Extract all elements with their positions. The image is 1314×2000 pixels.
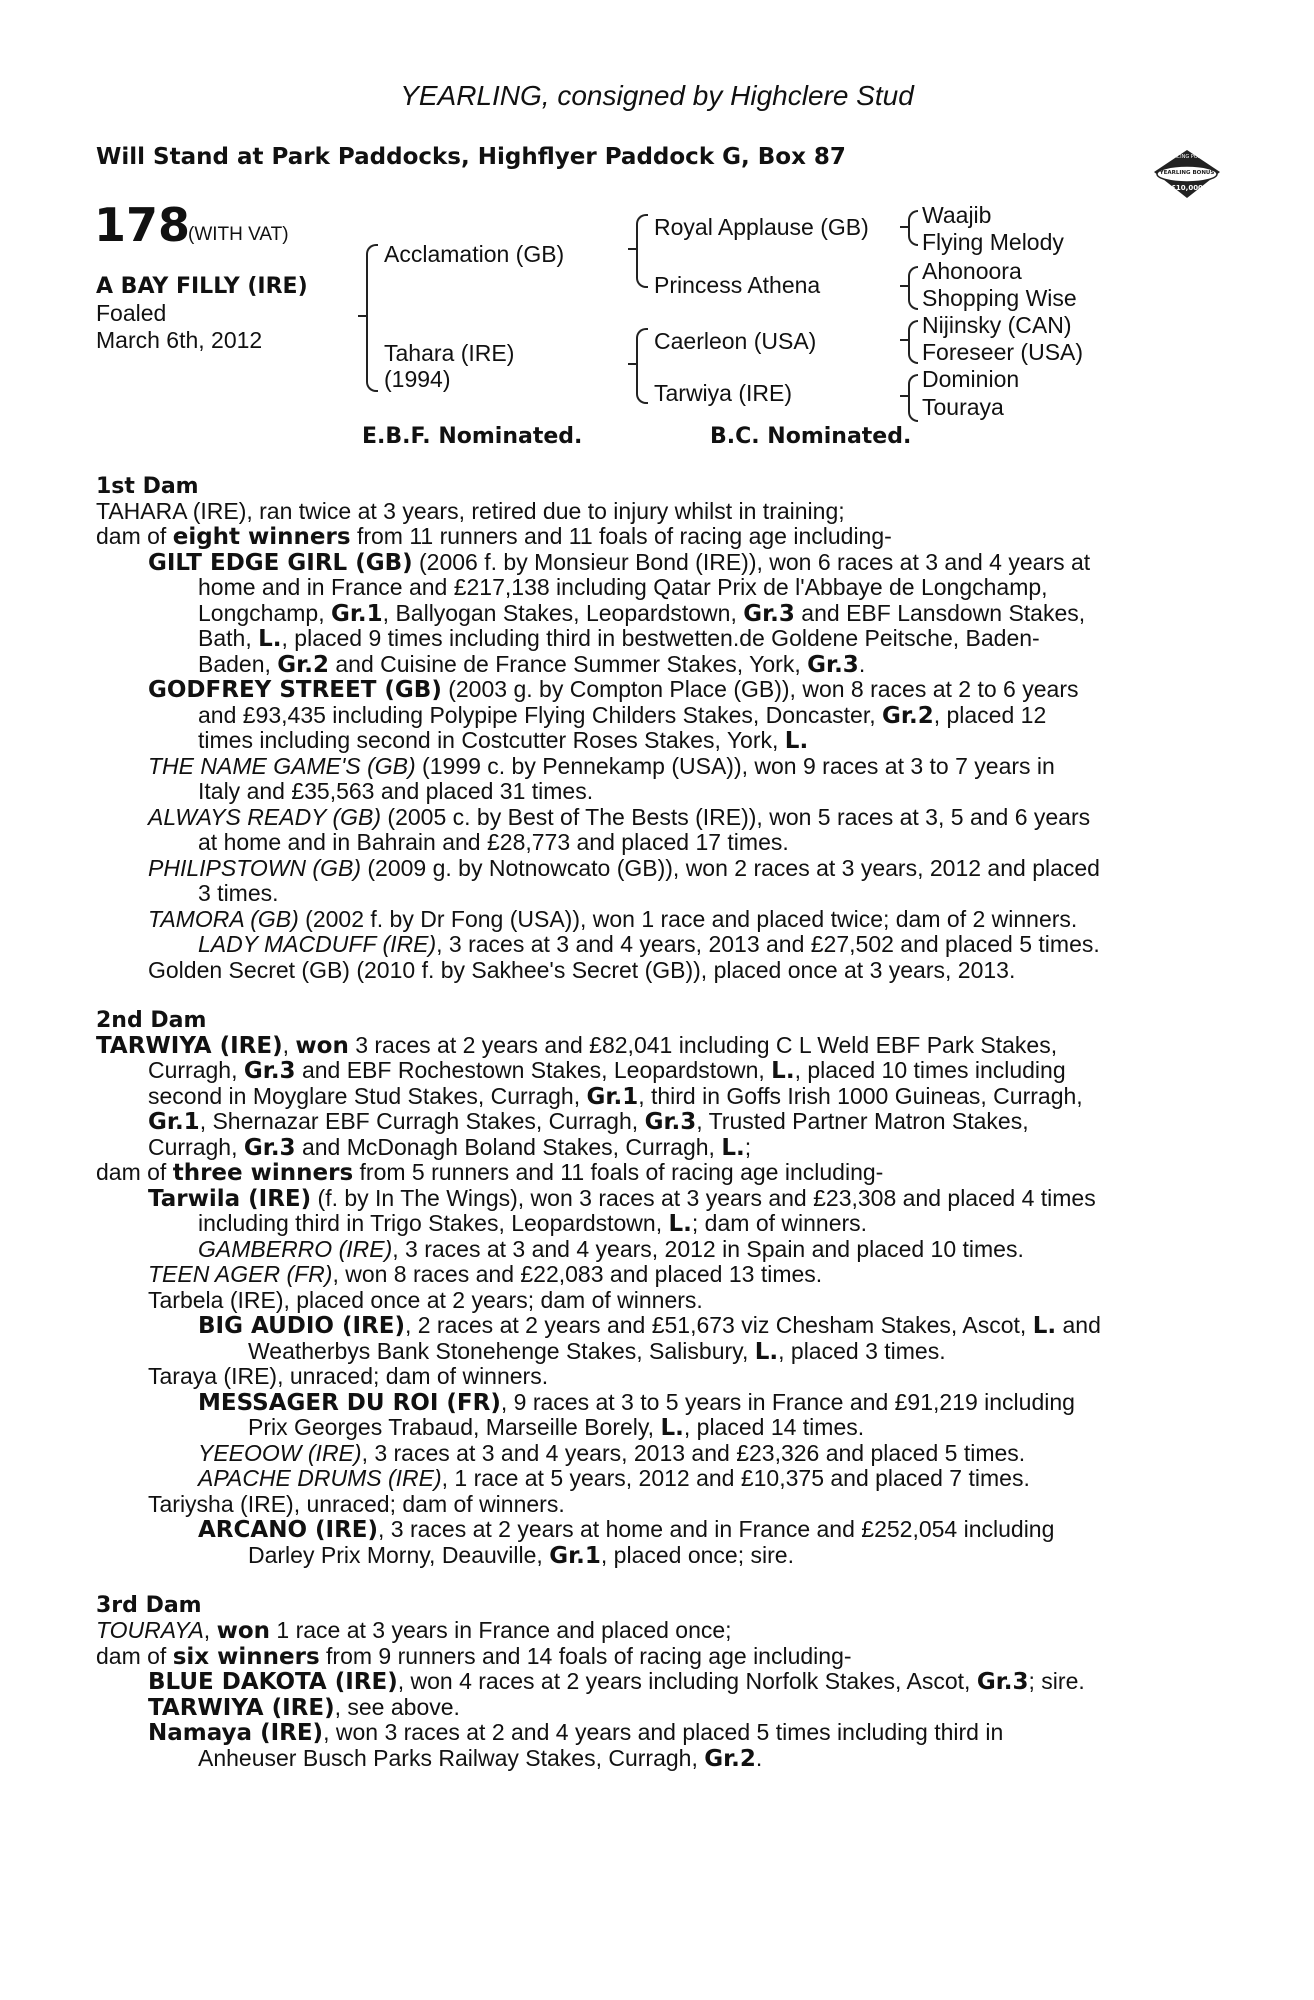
progeny-entry: APACHE DRUMS (IRE), 1 race at 5 years, 2012 and £10,375 and placed 7 times.: [198, 1465, 1030, 1491]
progeny-entry: MESSAGER DU ROI (FR), 9 races at 3 to 5 years in France and £91,219 including: [198, 1389, 1075, 1416]
progeny-entry: Tarwila (IRE) (f. by In The Wings), won 3 races at 3 years and £23,308 and placed 4 times: [148, 1185, 1096, 1212]
pedigree-dam-year: (1994): [384, 366, 451, 392]
progeny-entry: BLUE DAKOTA (IRE), won 4 races at 2 years including Norfolk Stakes, Ascot, Gr.3; sire.: [148, 1668, 1085, 1695]
pedigree-brace-tip: [358, 315, 367, 317]
third-dam-heading: 3rd Dam: [96, 1593, 202, 1618]
pedigree-gen3-8: Touraya: [922, 394, 1004, 420]
second-dam-line: Gr.1, Shernazar EBF Curragh Stakes, Curragh, Gr.3, Trusted Partner Matron Stakes,: [148, 1108, 1029, 1135]
pedigree-brace-tip: [628, 248, 637, 250]
progeny-entry: TAMORA (GB) (2002 f. by Dr Fong (USA)), won 1 race and placed twice; dam of 2 winners.: [148, 906, 1078, 932]
progeny-entry: at home and in Bahrain and £28,773 and placed 17 times.: [198, 829, 789, 855]
page-title: YEARLING, consigned by Highclere Stud: [400, 80, 914, 111]
second-dam-line: Curragh, Gr.3 and EBF Rochestown Stakes, Leopardstown, L., placed 10 times including: [148, 1057, 1066, 1084]
first-dam-line: TAHARA (IRE), ran twice at 3 years, retired due to injury whilst in training;: [96, 498, 845, 524]
progeny-entry: and £93,435 including Polypipe Flying Childers Stakes, Doncaster, Gr.2, placed 12: [198, 702, 1047, 729]
pedigree-dam-dam: Tarwiya (IRE): [654, 380, 793, 406]
foaled-date: March 6th, 2012: [96, 327, 263, 353]
pedigree-brace-tip: [628, 363, 637, 365]
progeny-entry: Taraya (IRE), unraced; dam of winners.: [148, 1363, 549, 1389]
progeny-entry: Weatherbys Bank Stonehenge Stakes, Salisbury, L., placed 3 times.: [248, 1338, 946, 1365]
first-dam-line: dam of eight winners from 11 runners and 11 foals of racing age including-: [96, 523, 892, 550]
badge-mid-text: YEARLING BONUS: [1159, 170, 1215, 176]
pedigree-dam: Tahara (IRE): [384, 340, 515, 366]
progeny-entry: TEEN AGER (FR), won 8 races and £22,083 and placed 13 times.: [148, 1261, 823, 1287]
pedigree-sire: Acclamation (GB): [384, 241, 565, 267]
second-dam-line: dam of three winners from 5 runners and 11 foals of racing age including-: [96, 1159, 884, 1186]
progeny-entry: Bath, L., placed 9 times including third in bestwetten.de Goldene Peitsche, Baden-: [198, 625, 1040, 652]
pedigree-sire-dam: Princess Athena: [654, 272, 821, 298]
third-dam-line: dam of six winners from 9 runners and 14 foals of racing age including-: [96, 1643, 852, 1670]
pedigree-gen3-1: Waajib: [922, 202, 992, 228]
progeny-entry: Tariysha (IRE), unraced; dam of winners.: [148, 1491, 565, 1517]
second-dam-line: Curragh, Gr.3 and McDonagh Boland Stakes, Curragh, L.;: [148, 1134, 752, 1161]
pedigree-sire-sire: Royal Applause (GB): [654, 214, 869, 240]
second-dam-line: TARWIYA (IRE), won 3 races at 2 years and £82,041 including C L Weld EBF Park Stakes,: [96, 1032, 1058, 1059]
progeny-entry: times including second in Costcutter Roses Stakes, York, L.: [198, 727, 809, 754]
pedigree-gen3-6: Foreseer (USA): [922, 339, 1084, 365]
pedigree-brace: [636, 328, 648, 404]
third-dam-line: TOURAYA, won 1 race at 3 years in France and placed once;: [96, 1617, 732, 1644]
pedigree-brace: [908, 374, 918, 422]
pedigree-gen3-7: Dominion: [922, 366, 1020, 392]
pedigree-brace: [908, 320, 918, 364]
progeny-entry: Darley Prix Morny, Deauville, Gr.1, placed once; sire.: [248, 1542, 794, 1569]
bc-nominated: B.C. Nominated.: [710, 424, 912, 449]
second-dam-line: second in Moyglare Stud Stakes, Curragh, Gr.1, third in Goffs Irish 1000 Guineas, Curragh,: [148, 1083, 1083, 1110]
second-dam-heading: 2nd Dam: [96, 1008, 207, 1033]
progeny-entry: GAMBERRO (IRE), 3 races at 3 and 4 years, 2012 in Spain and placed 10 times.: [198, 1236, 1024, 1262]
first-dam-heading: 1st Dam: [96, 474, 199, 499]
progeny-entry: Longchamp, Gr.1, Ballyogan Stakes, Leopardstown, Gr.3 and EBF Lansdown Stakes,: [198, 600, 1086, 627]
progeny-entry: LADY MACDUFF (IRE), 3 races at 3 and 4 years, 2013 and £27,502 and placed 5 times.: [198, 931, 1100, 957]
foaled-label: Foaled: [96, 300, 167, 326]
progeny-entry: YEEOOW (IRE), 3 races at 3 and 4 years, 2013 and £23,326 and placed 5 times.: [198, 1440, 1026, 1466]
progeny-entry: Golden Secret (GB) (2010 f. by Sakhee's Secret (GB)), placed once at 3 years, 2013.: [148, 957, 1016, 983]
badge-amount-text: £10,000: [1171, 184, 1203, 192]
progeny-entry: BIG AUDIO (IRE), 2 races at 2 years and £51,673 viz Chesham Stakes, Ascot, L. and: [198, 1312, 1101, 1339]
progeny-entry: Italy and £35,563 and placed 31 times.: [198, 778, 594, 804]
pedigree-gen3-5: Nijinsky (CAN): [922, 312, 1072, 338]
pedigree-brace-tip: [900, 285, 909, 287]
lot-number: 178: [94, 198, 191, 252]
progeny-entry: GODFREY STREET (GB) (2003 g. by Compton Place (GB)), won 8 races at 2 to 6 years: [148, 676, 1079, 703]
pedigree-brace: [366, 244, 378, 392]
progeny-entry: Prix Georges Trabaud, Marseille Borely, L., placed 14 times.: [248, 1414, 865, 1441]
progeny-entry: 3 times.: [198, 880, 279, 906]
pedigree-brace-tip: [900, 395, 909, 397]
progeny-entry: Tarbela (IRE), placed once at 2 years; dam of winners.: [148, 1287, 703, 1313]
pedigree-gen3-2: Flying Melody: [922, 229, 1064, 255]
yearling-bonus-badge: [1150, 146, 1224, 202]
vat-label: (WITH VAT): [188, 224, 289, 245]
pedigree-brace: [908, 210, 918, 246]
progeny-entry: ALWAYS READY (GB) (2005 c. by Best of The Bests (IRE)), won 5 races at 3, 5 and 6 years: [148, 804, 1091, 830]
badge-top-text: RACING POST: [1170, 154, 1204, 160]
ebf-nominated: E.B.F. Nominated.: [362, 424, 583, 449]
progeny-entry: PHILIPSTOWN (GB) (2009 g. by Notnowcato (GB)), won 2 races at 3 years, 2012 and placed: [148, 855, 1100, 881]
progeny-entry: THE NAME GAME'S (GB) (1999 c. by Pennekamp (USA)), won 9 races at 3 to 7 years in: [148, 753, 1055, 779]
pedigree-brace-tip: [900, 226, 909, 228]
pedigree-gen3-3: Ahonoora: [922, 258, 1022, 284]
progeny-entry: home and in France and £217,138 including Qatar Prix de l'Abbaye de Longchamp,: [198, 574, 1048, 600]
pedigree-brace-tip: [900, 339, 909, 341]
pedigree-brace: [908, 266, 918, 310]
progeny-entry: TARWIYA (IRE), see above.: [148, 1694, 460, 1721]
progeny-entry: ARCANO (IRE), 3 races at 2 years at home and in France and £252,054 including: [198, 1516, 1055, 1543]
lot-name: A BAY FILLY (IRE): [96, 274, 308, 299]
progeny-entry: including third in Trigo Stakes, Leopardstown, L.; dam of winners.: [198, 1210, 868, 1237]
stand-location: Will Stand at Park Paddocks, Highflyer Paddock G, Box 87: [96, 144, 846, 170]
progeny-entry: Anheuser Busch Parks Railway Stakes, Curragh, Gr.2.: [198, 1745, 763, 1772]
progeny-entry: GILT EDGE GIRL (GB) (2006 f. by Monsieur Bond (IRE)), won 6 races at 3 and 4 years at: [148, 549, 1091, 576]
pedigree-gen3-4: Shopping Wise: [922, 285, 1077, 311]
progeny-entry: Baden, Gr.2 and Cuisine de France Summer Stakes, York, Gr.3.: [198, 651, 866, 678]
pedigree-dam-sire: Caerleon (USA): [654, 328, 817, 354]
progeny-entry: Namaya (IRE), won 3 races at 2 and 4 years and placed 5 times including third in: [148, 1719, 1004, 1746]
pedigree-brace: [636, 214, 648, 288]
